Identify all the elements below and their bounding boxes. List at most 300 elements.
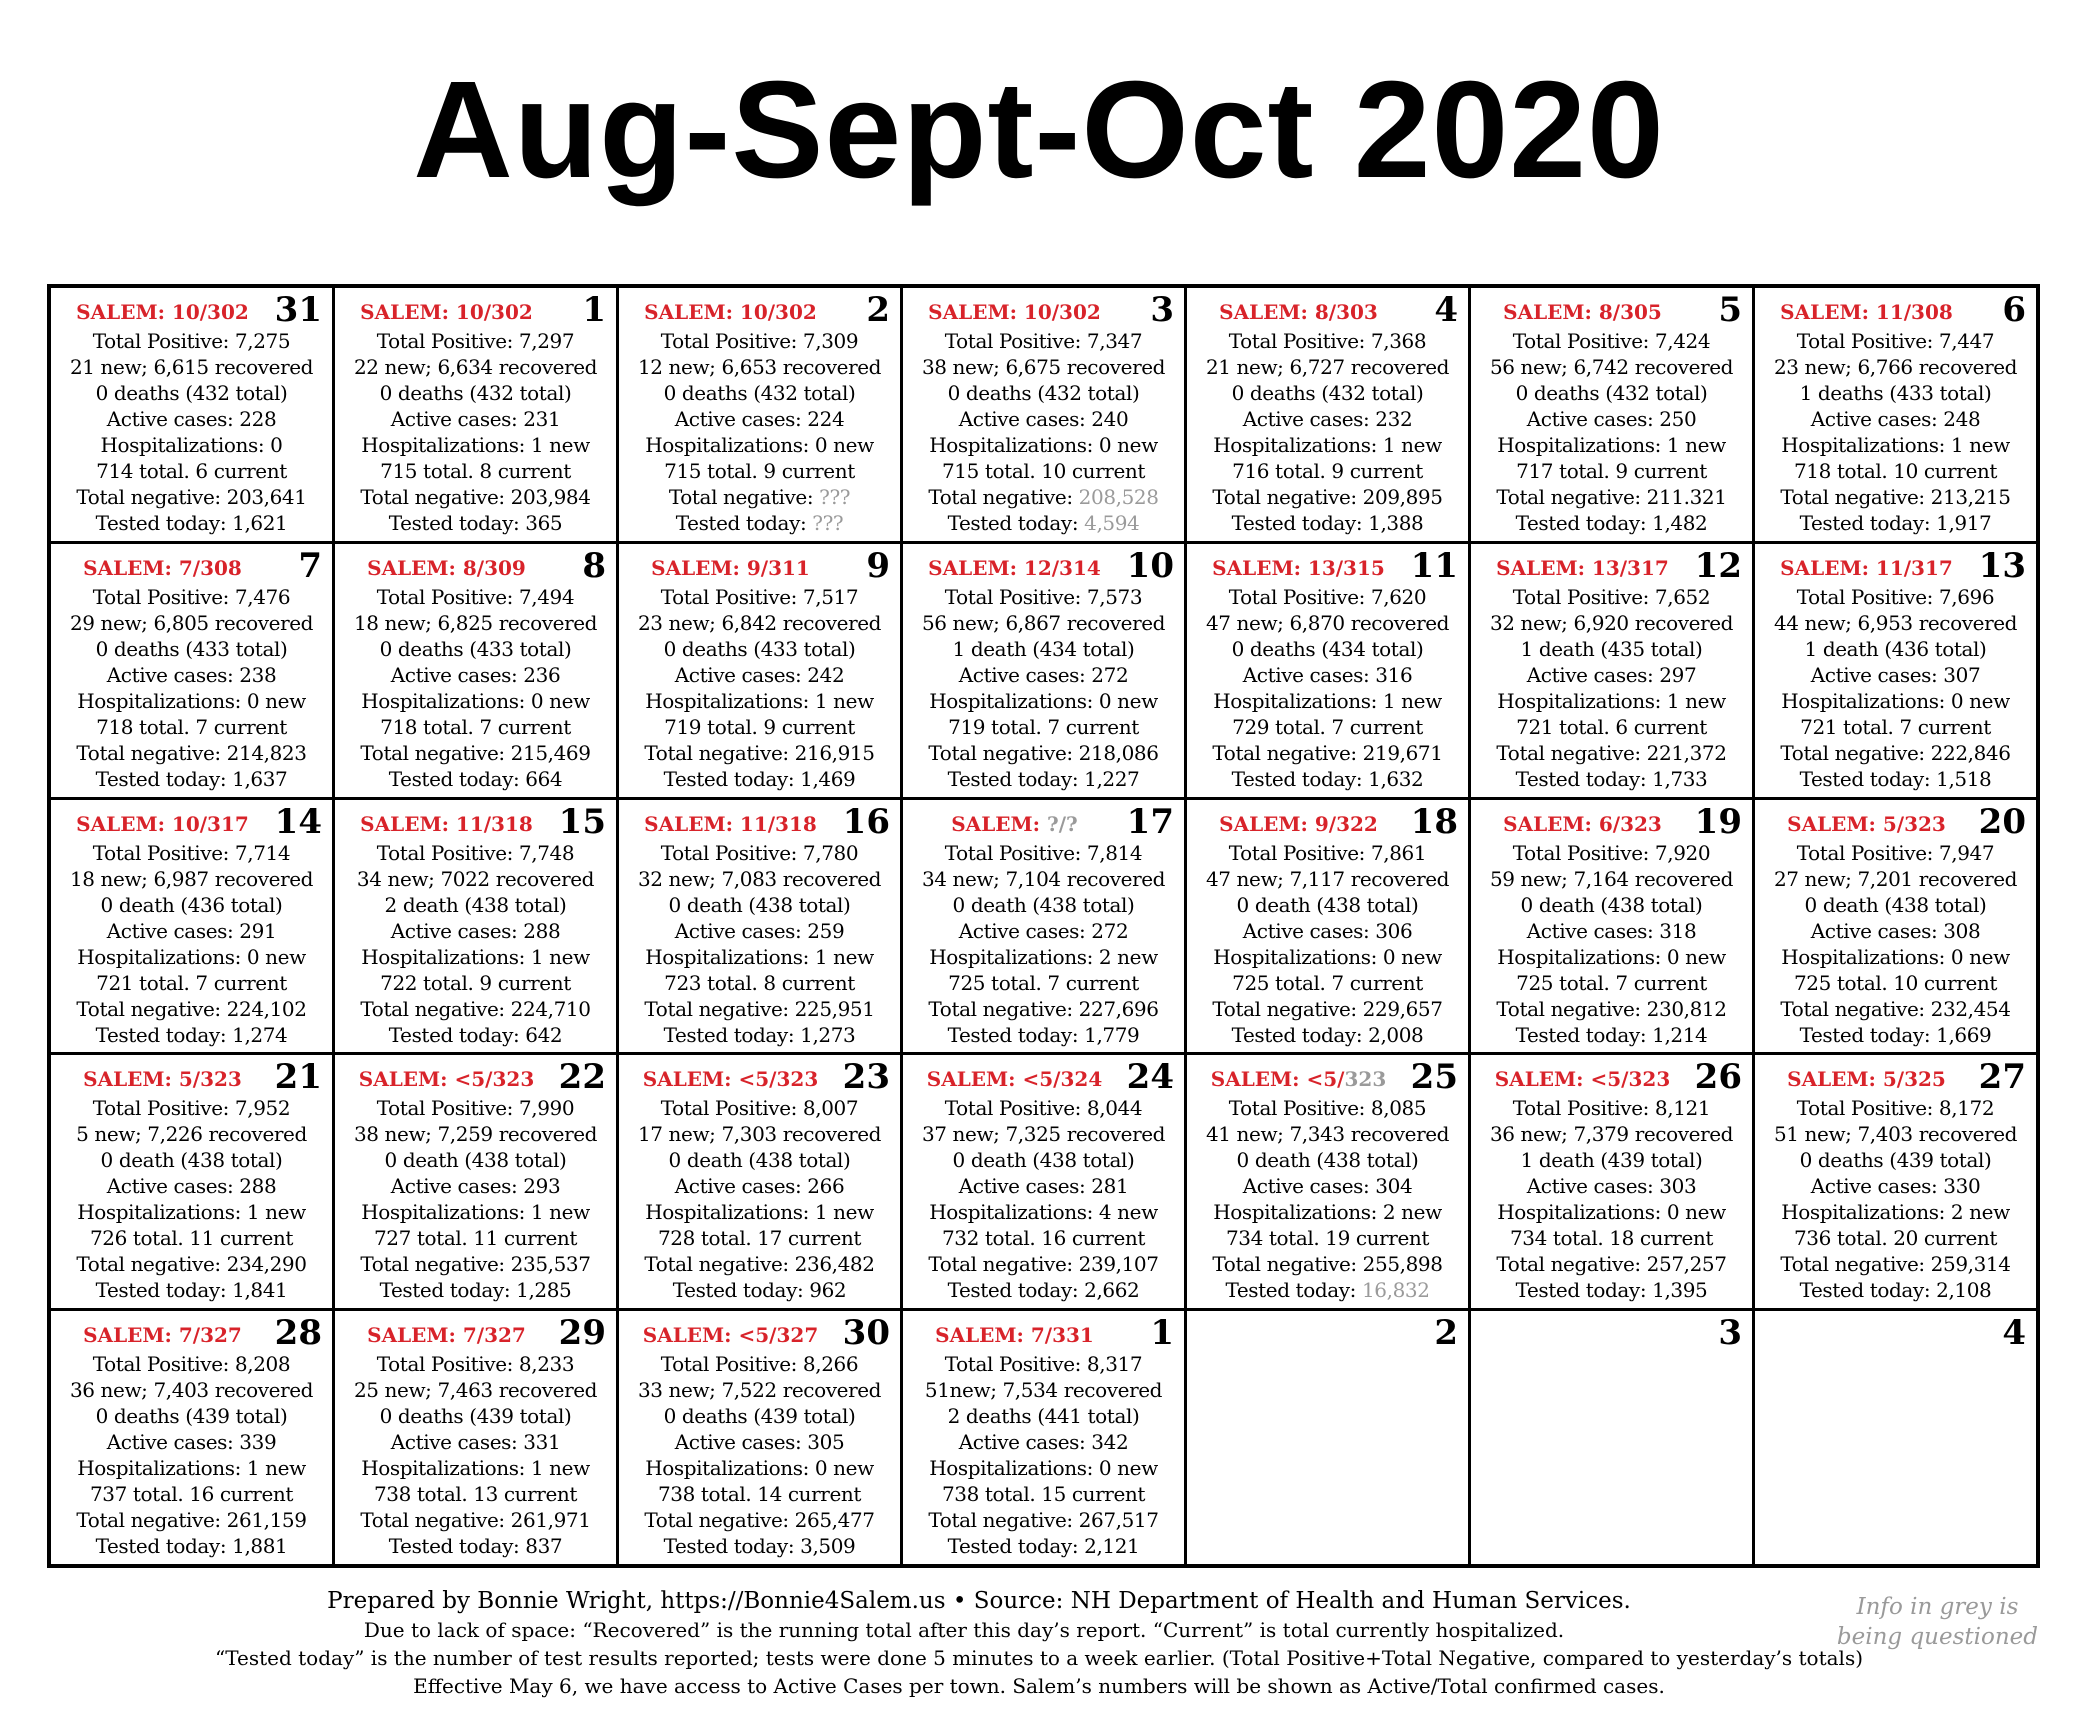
- stat-line: [619, 380, 900, 406]
- text-segment: Hospitalizations: 0 new: [77, 688, 306, 713]
- stat-line: [619, 1173, 900, 1199]
- day-number: 9: [866, 545, 890, 586]
- stat-line: [1755, 766, 2036, 792]
- text-segment: 0 death (438 total): [100, 1148, 283, 1173]
- stat-line: [619, 1121, 900, 1147]
- text-segment: Total negative:: [668, 485, 820, 509]
- stat-line: [1755, 328, 2036, 354]
- text-segment: Tested today: 664: [388, 766, 563, 791]
- stat-line: [903, 1121, 1184, 1147]
- questioned-value: 16,832: [1361, 1278, 1430, 1303]
- stat-line: [1187, 484, 1468, 510]
- day-cell-header: [51, 1313, 332, 1354]
- text-segment: SALEM: 6/323: [1503, 811, 1662, 836]
- text-segment: Hospitalizations: 1 new: [361, 1200, 590, 1225]
- stat-line: [1471, 970, 1752, 996]
- text-segment: SALEM: 11/308: [1780, 300, 1953, 324]
- day-number: 30: [842, 1313, 890, 1354]
- text-segment: SALEM:: [951, 811, 1047, 836]
- questioned-value: ?/?: [1047, 811, 1078, 836]
- stat-line: [51, 584, 332, 610]
- salem-cases: [51, 556, 274, 580]
- text-segment: Tested today: 1,917: [1799, 511, 1992, 535]
- stat-line: [335, 328, 616, 354]
- text-segment: Hospitalizations: 0 new: [77, 944, 306, 969]
- stat-line: [335, 1277, 616, 1303]
- stat-line: [903, 484, 1184, 510]
- day-cell: [1755, 288, 2036, 541]
- text-segment: 56 new; 6,867 recovered: [921, 610, 1166, 635]
- text-segment: Hospitalizations: 1 new: [645, 944, 874, 969]
- day-number: 8: [582, 545, 606, 586]
- text-segment: 18 new; 6,825 recovered: [353, 610, 598, 635]
- stat-line: [619, 1429, 900, 1455]
- text-segment: Total negative: 219,671: [1212, 740, 1443, 765]
- stat-line: [619, 918, 900, 944]
- day-number: 17: [1126, 801, 1174, 842]
- salem-cases: [619, 812, 842, 836]
- text-segment: Active cases: 306: [1242, 918, 1413, 943]
- stat-line: [903, 610, 1184, 636]
- text-segment: 727 total. 11 current: [373, 1226, 578, 1251]
- stat-line: [1755, 1147, 2036, 1173]
- stat-line: [1471, 688, 1752, 714]
- day-number: 18: [1410, 801, 1458, 842]
- text-segment: Total Positive: 8,007: [660, 1096, 859, 1121]
- text-segment: Active cases: 330: [1810, 1174, 1981, 1199]
- day-cell-header: [1187, 801, 1468, 842]
- text-segment: SALEM: 11/318: [360, 811, 533, 836]
- stat-line: [1755, 610, 2036, 636]
- text-segment: 0 death (438 total): [1236, 1148, 1419, 1173]
- text-segment: Total Positive: 7,424: [1512, 329, 1711, 353]
- stat-line: [903, 1251, 1184, 1277]
- stat-line: [335, 970, 616, 996]
- text-segment: Total negative: 216,915: [644, 740, 875, 765]
- text-segment: Total negative: 203,984: [360, 485, 591, 509]
- text-segment: SALEM: 10/302: [76, 300, 249, 324]
- text-segment: 0 deaths (433 total): [663, 636, 856, 661]
- stat-line: [619, 1351, 900, 1377]
- text-segment: SALEM: 8/305: [1503, 300, 1662, 324]
- text-segment: Total negative: 225,951: [644, 996, 875, 1021]
- day-number: 1: [582, 290, 606, 330]
- stat-line: [619, 1225, 900, 1251]
- stat-line: [51, 1121, 332, 1147]
- stat-line: [335, 840, 616, 866]
- text-segment: 27 new; 7,201 recovered: [1773, 866, 2018, 891]
- text-segment: Total Positive: 7,652: [1512, 584, 1711, 609]
- stat-line: [335, 1251, 616, 1277]
- day-cell: [1755, 800, 2036, 1053]
- day-cell: [51, 544, 332, 797]
- salem-cases: [51, 1323, 274, 1347]
- stat-line: [51, 354, 332, 380]
- text-segment: 734 total. 19 current: [1225, 1226, 1430, 1251]
- text-segment: Hospitalizations: 0 new: [1497, 1200, 1726, 1225]
- text-segment: Hospitalizations: 0 new: [929, 1456, 1158, 1481]
- stat-line: [1471, 1277, 1752, 1303]
- text-segment: Tested today:: [947, 511, 1085, 535]
- text-segment: 38 new; 7,259 recovered: [353, 1122, 598, 1147]
- text-segment: 0 death (438 total): [1804, 892, 1987, 917]
- text-segment: Total negative: 267,517: [928, 1508, 1159, 1533]
- stat-line: [335, 918, 616, 944]
- stat-line: [619, 714, 900, 740]
- text-segment: Hospitalizations: 1 new: [645, 688, 874, 713]
- text-segment: Active cases: 224: [674, 407, 845, 431]
- day-cell: [619, 288, 900, 541]
- stat-line: [1755, 406, 2036, 432]
- day-cell-header: [1471, 801, 1752, 842]
- text-segment: 0 deaths (439 total): [1799, 1148, 1992, 1173]
- text-segment: Active cases: 288: [106, 1174, 277, 1199]
- text-segment: Total negative: 218,086: [928, 740, 1159, 765]
- stat-line: [335, 610, 616, 636]
- text-segment: Total negative: 214,823: [76, 740, 307, 765]
- day-cell-header: [903, 1057, 1184, 1098]
- text-segment: Total Positive: 8,044: [944, 1096, 1143, 1121]
- stat-line: [335, 432, 616, 458]
- text-segment: Total negative: 257,257: [1496, 1252, 1727, 1277]
- stat-line: [335, 714, 616, 740]
- stat-line: [335, 1022, 616, 1048]
- stat-line: [1187, 840, 1468, 866]
- stat-line: [1471, 1251, 1752, 1277]
- text-segment: SALEM: 13/317: [1496, 555, 1669, 580]
- text-segment: 32 new; 6,920 recovered: [1489, 610, 1734, 635]
- stat-line: [1755, 662, 2036, 688]
- text-segment: Total negative: 234,290: [76, 1252, 307, 1277]
- day-cell: [1471, 288, 1752, 541]
- stat-line: [51, 432, 332, 458]
- text-segment: SALEM: 9/322: [1219, 811, 1378, 836]
- day-cell-header: [335, 801, 616, 842]
- text-segment: 719 total. 7 current: [948, 714, 1139, 739]
- text-segment: Total negative: 265,477: [644, 1508, 875, 1533]
- text-segment: Hospitalizations: 1 new: [1497, 688, 1726, 713]
- day-number: 5: [1718, 290, 1742, 330]
- stat-line: [903, 1022, 1184, 1048]
- text-segment: Total Positive: 8,121: [1512, 1096, 1711, 1121]
- stat-line: [51, 328, 332, 354]
- text-segment: 714 total. 6 current: [96, 459, 287, 483]
- stat-line: [619, 840, 900, 866]
- text-segment: Total Positive: 7,476: [92, 584, 291, 609]
- stat-line: [1187, 944, 1468, 970]
- text-segment: 728 total. 17 current: [657, 1226, 862, 1251]
- stat-line: [903, 1173, 1184, 1199]
- salem-cases: [619, 1323, 842, 1347]
- day-cell: [1187, 288, 1468, 541]
- day-number: 28: [274, 1313, 322, 1354]
- stat-line: [619, 510, 900, 536]
- text-segment: Tested today: 2,108: [1799, 1278, 1992, 1303]
- day-number: 6: [2002, 290, 2026, 330]
- stat-line: [1471, 1121, 1752, 1147]
- stat-line: [1471, 1199, 1752, 1225]
- questioned-value: 208,528: [1078, 485, 1159, 509]
- stat-line: [335, 688, 616, 714]
- stat-line: [51, 406, 332, 432]
- stat-line: [51, 1429, 332, 1455]
- text-segment: SALEM: 8/309: [367, 555, 526, 580]
- stat-line: [903, 510, 1184, 536]
- stat-line: [1187, 996, 1468, 1022]
- stat-line: [619, 1251, 900, 1277]
- text-segment: 41 new; 7,343 recovered: [1205, 1122, 1450, 1147]
- text-segment: Total negative: 255,898: [1212, 1252, 1443, 1277]
- stat-line: [51, 944, 332, 970]
- text-segment: 0 death (438 total): [952, 1148, 1135, 1173]
- text-segment: 0 deaths (439 total): [663, 1404, 856, 1429]
- text-segment: 0 death (438 total): [1236, 892, 1419, 917]
- text-segment: 717 total. 9 current: [1516, 459, 1707, 483]
- stat-line: [1755, 1095, 2036, 1121]
- stat-line: [619, 1147, 900, 1173]
- footer-credit: Prepared by Bonnie Wright, https://Bonnie4Salem.us • Source: NH Department of Health and Human Services.: [327, 1588, 1631, 1614]
- salem-cases: [51, 300, 274, 324]
- stat-line: [1755, 1121, 2036, 1147]
- stat-line: [903, 918, 1184, 944]
- stat-line: [903, 1277, 1184, 1303]
- day-cell: [335, 1311, 616, 1564]
- stat-line: [903, 1481, 1184, 1507]
- text-segment: 5 new; 7,226 recovered: [76, 1122, 307, 1147]
- stat-line: [1755, 584, 2036, 610]
- stat-line: [51, 840, 332, 866]
- stat-line: [51, 766, 332, 792]
- salem-cases: [1187, 556, 1410, 580]
- day-cell-header: [51, 1057, 332, 1098]
- stat-line: [51, 918, 332, 944]
- text-segment: Tested today: 1,881: [95, 1534, 288, 1559]
- text-segment: SALEM: 8/303: [1219, 300, 1378, 324]
- text-segment: 12 new; 6,653 recovered: [637, 355, 882, 379]
- stat-line: [335, 458, 616, 484]
- stat-line: [903, 840, 1184, 866]
- text-segment: Tested today: 1,482: [1515, 511, 1708, 535]
- text-segment: Tested today: 1,285: [379, 1278, 572, 1303]
- day-cell-header: [1471, 545, 1752, 586]
- stat-line: [619, 432, 900, 458]
- day-cell-header: [51, 290, 332, 330]
- salem-cases: [335, 556, 558, 580]
- day-cell: [1471, 544, 1752, 797]
- text-segment: Hospitalizations: 0 new: [1213, 944, 1442, 969]
- stat-line: [619, 584, 900, 610]
- day-number: 14: [274, 801, 322, 842]
- stat-line: [51, 662, 332, 688]
- stat-line: [1471, 714, 1752, 740]
- stat-line: [1755, 1022, 2036, 1048]
- text-segment: 725 total. 7 current: [1516, 970, 1707, 995]
- stat-line: [51, 740, 332, 766]
- text-segment: Total negative: 230,812: [1496, 996, 1727, 1021]
- stat-line: [335, 1199, 616, 1225]
- text-segment: Tested today: 1,779: [947, 1022, 1140, 1047]
- stat-line: [335, 484, 616, 510]
- stat-line: [903, 1533, 1184, 1559]
- stat-line: [1755, 1225, 2036, 1251]
- salem-cases: [1187, 812, 1410, 836]
- text-segment: SALEM: 10/317: [76, 811, 249, 836]
- stat-line: [903, 432, 1184, 458]
- text-segment: Tested today: 2,008: [1231, 1022, 1424, 1047]
- day-number: 2: [1434, 1313, 1458, 1354]
- stat-line: [51, 970, 332, 996]
- text-segment: 718 total. 7 current: [380, 714, 571, 739]
- text-segment: 47 new; 6,870 recovered: [1205, 610, 1450, 635]
- stat-line: [1187, 766, 1468, 792]
- stat-line: [51, 1507, 332, 1533]
- stat-line: [1187, 328, 1468, 354]
- text-segment: SALEM: 10/302: [644, 300, 817, 324]
- stat-line: [1471, 636, 1752, 662]
- text-segment: Tested today: 1,469: [663, 766, 856, 791]
- stat-line: [51, 1481, 332, 1507]
- stat-line: [1471, 918, 1752, 944]
- text-segment: SALEM: 7/308: [83, 555, 242, 580]
- stat-line: [903, 1225, 1184, 1251]
- stat-line: [619, 1481, 900, 1507]
- stat-line: [51, 484, 332, 510]
- text-segment: Active cases: 307: [1810, 662, 1981, 687]
- text-segment: 0 death (438 total): [1520, 892, 1703, 917]
- text-segment: Hospitalizations: 1 new: [361, 433, 590, 457]
- text-segment: 736 total. 20 current: [1793, 1226, 1998, 1251]
- stat-line: [335, 1377, 616, 1403]
- stat-line: [1471, 1022, 1752, 1048]
- text-segment: 1 deaths (433 total): [1799, 381, 1992, 405]
- day-cell: [619, 544, 900, 797]
- day-cell: [51, 1311, 332, 1564]
- stat-line: [1755, 944, 2036, 970]
- stat-line: [1471, 662, 1752, 688]
- day-number: 16: [842, 801, 890, 842]
- day-cell: [51, 800, 332, 1053]
- text-segment: Total negative: 232,454: [1780, 996, 2011, 1021]
- stat-line: [1187, 458, 1468, 484]
- text-segment: Total Positive: 7,780: [660, 840, 859, 865]
- stat-line: [1187, 714, 1468, 740]
- text-segment: 725 total. 10 current: [1793, 970, 1998, 995]
- day-cell-header: [619, 290, 900, 330]
- stat-line: [1471, 610, 1752, 636]
- text-segment: Active cases: 297: [1526, 662, 1697, 687]
- stat-line: [903, 714, 1184, 740]
- text-segment: 36 new; 7,379 recovered: [1489, 1122, 1734, 1147]
- text-segment: Active cases: 318: [1526, 918, 1697, 943]
- text-segment: Active cases: 231: [390, 407, 561, 431]
- day-number: 4: [2002, 1313, 2026, 1354]
- text-segment: Hospitalizations: 0 new: [929, 433, 1158, 457]
- text-segment: Total negative: 235,537: [360, 1252, 591, 1277]
- text-segment: Hospitalizations: 1 new: [1497, 433, 1726, 457]
- stat-line: [1471, 1225, 1752, 1251]
- text-segment: Active cases: 281: [958, 1174, 1129, 1199]
- stat-line: [1755, 866, 2036, 892]
- day-cell: [903, 288, 1184, 541]
- stat-line: [1187, 510, 1468, 536]
- text-segment: Active cases: 232: [1242, 407, 1413, 431]
- day-cell-header: [1755, 1057, 2036, 1098]
- day-number: 1: [1150, 1313, 1174, 1354]
- text-segment: Total Positive: 8,266: [660, 1352, 859, 1377]
- text-segment: 0 death (438 total): [384, 1148, 567, 1173]
- text-segment: Hospitalizations: 0 new: [1781, 688, 2010, 713]
- stat-line: [903, 1377, 1184, 1403]
- stat-line: [1471, 380, 1752, 406]
- text-segment: 737 total. 16 current: [89, 1482, 294, 1507]
- stat-line: [903, 1429, 1184, 1455]
- text-segment: Total negative: 203,641: [76, 485, 307, 509]
- stat-line: [619, 662, 900, 688]
- stat-line: [335, 892, 616, 918]
- salem-cases: [903, 300, 1126, 324]
- text-segment: Total negative: 213,215: [1780, 485, 2011, 509]
- text-segment: 721 total. 7 current: [1800, 714, 1991, 739]
- text-segment: Active cases: 342: [958, 1430, 1129, 1455]
- stat-line: [51, 610, 332, 636]
- stat-line: [51, 892, 332, 918]
- stat-line: [1187, 970, 1468, 996]
- text-segment: Tested today: 642: [388, 1022, 563, 1047]
- salem-cases: [1755, 300, 1978, 324]
- day-cell-header: [1755, 801, 2036, 842]
- salem-cases: [1755, 1067, 1978, 1091]
- stat-line: [903, 866, 1184, 892]
- day-cell-header: [903, 545, 1184, 586]
- day-cell: [903, 800, 1184, 1053]
- stat-line: [1755, 688, 2036, 714]
- day-cell: [1755, 1055, 2036, 1308]
- stat-line: [1471, 1173, 1752, 1199]
- day-cell-header: [1471, 1057, 1752, 1098]
- text-segment: 1 death (439 total): [1520, 1148, 1703, 1173]
- stat-line: [1755, 1251, 2036, 1277]
- day-number: 29: [558, 1313, 606, 1354]
- text-segment: Active cases: 308: [1810, 918, 1981, 943]
- text-segment: 0 deaths (439 total): [379, 1404, 572, 1429]
- stat-line: [1187, 380, 1468, 406]
- text-segment: Tested today: 1,388: [1231, 511, 1424, 535]
- text-segment: 0 deaths (432 total): [1515, 381, 1708, 405]
- stat-line: [1471, 584, 1752, 610]
- stat-line: [1187, 406, 1468, 432]
- salem-cases: [1471, 556, 1694, 580]
- text-segment: Tested today: 1,621: [95, 511, 288, 535]
- text-segment: Hospitalizations: 2 new: [929, 944, 1158, 969]
- stat-line: [51, 1251, 332, 1277]
- text-segment: 36 new; 7,403 recovered: [69, 1378, 314, 1403]
- salem-cases: [619, 1067, 842, 1091]
- stat-line: [51, 1377, 332, 1403]
- text-segment: 0 deaths (432 total): [95, 381, 288, 405]
- day-cell: [1471, 1055, 1752, 1308]
- stat-line: [335, 1225, 616, 1251]
- text-segment: SALEM: <5/324: [926, 1067, 1103, 1092]
- stat-line: [903, 892, 1184, 918]
- day-cell-header: [1755, 290, 2036, 330]
- day-cell-header: [1471, 1313, 1752, 1354]
- stat-line: [619, 610, 900, 636]
- text-segment: Total Positive: 8,208: [92, 1352, 291, 1377]
- stat-line: [335, 1095, 616, 1121]
- footer-note-recovered: Due to lack of space: “Recovered” is the running total after this day’s report. “Current” is total currently hospitalized.: [363, 1618, 1565, 1642]
- questioned-value: 4,594: [1084, 511, 1140, 535]
- text-segment: 1 death (435 total): [1520, 636, 1703, 661]
